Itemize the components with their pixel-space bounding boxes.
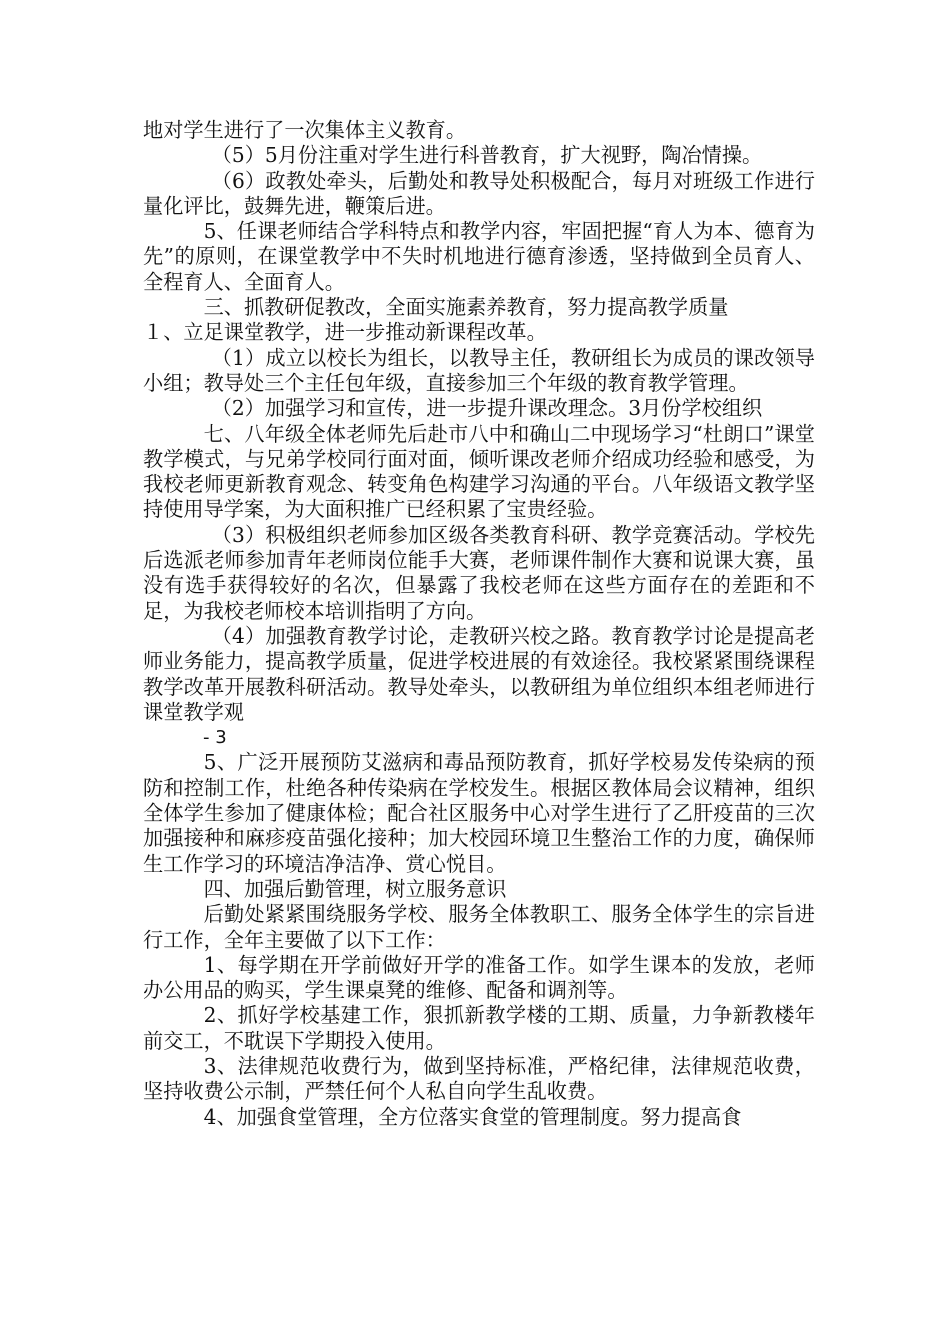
paragraph-8: （3）积极组织老师参加区级各类教育科研、教学竞赛活动。学校先后选派老师参加青年老师岗位能手大赛，老师课件制作大赛和说课大赛，虽没有选手获得较好的名次，但暴露了我校老师在这些方面存在的差距和不足，为我校老师校本培训指明了方向。 [143, 522, 815, 623]
paragraph-5: （1）成立以校长为组长，以教导主任，教研组长为成员的课改领导小组；教导处三个主任包年级，直接参加三个年级的教育教学管理。 [143, 345, 815, 395]
paragraph-3: （6）政教处牵头，后勤处和教导处积极配合，每月对班级工作进行量化评比，鼓舞先进，鞭策后进。 [143, 168, 815, 218]
paragraph-9: （4）加强教育教学讨论，走教研兴校之路。教育教学讨论是提高老师业务能力，提高教学质量，促进学校进展的有效途径。我校紧紧围绕课程教学改革开展教科研活动。教导处牵头，以教研组为单位组织本组老师进行课堂教学观 [143, 623, 815, 724]
subheading-1: １、立足课堂教学，进一步推动新课程改革。 [143, 320, 547, 345]
paragraph-11: 后勤处紧紧围绕服务学校、服务全体教职工、服务全体学生的宗旨进行工作，全年主要做了以下工作： [143, 902, 815, 952]
paragraph-2: （5）5月份注重对学生进行科普教育，扩大视野，陶冶情操。 [211, 143, 763, 168]
document-body [143, 118, 815, 1130]
paragraph-6: （2）加强学习和宣传，进一步提升课改理念。3月份学校组织 [211, 396, 763, 421]
paragraph-14: 3、法律规范收费行为，做到坚持标准，严格纪律，法律规范收费，坚持收费公示制，严禁任何个人私自向学生乱收费。 [143, 1053, 815, 1104]
paragraph-12: 1、每学期在开学前做好开学的准备工作。如学生课本的发放，老师办公用品的购买，学生课桌凳的维修、配备和调剂等。 [143, 952, 815, 1003]
paragraph-13: 2、抓好学校基建工作，狠抓新教学楼的工期、质量，力争新教楼年前交工，不耽误下学期投入使用。 [143, 1003, 815, 1053]
paragraph-15: 4、加强食堂管理，全方位落实食堂的管理制度。努力提高食 [203, 1104, 742, 1129]
paragraph-7: 七、八年级全体老师先后赴市八中和确山二中现场学习“杜朗口”课堂教学模式，与兄弟学校同行面对面，倾听课改老师介绍成功经验和感受，为我校老师更新教育观念、转变角色构建学习沟通的平台。八年级语文教学坚持使用导学案，为大面积推广已经积累了宝贵经验。 [143, 421, 815, 522]
section-heading-3: 三、抓教研促教改，全面实施素养教育，努力提高教学质量 [203, 295, 729, 320]
paragraph-10: 5、广泛开展预防艾滋病和毒品预防教育，抓好学校易发传染病的预防和控制工作，杜绝各种传染病在学校发生。根据区教体局会议精神，组织全体学生参加了健康体检；配合社区服务中心对学生进行了乙肝疫苗的三次加强接种和麻疹疫苗强化接种；加大校园环境卫生整治工作的力度，确保师生工作学习的环境洁净洁净、赏心悦目。 [143, 750, 815, 876]
paragraph-1: 地对学生进行了一次集体主义教育。 [143, 118, 467, 142]
paragraph-4: 5、任课老师结合学科特点和教学内容，牢固把握“育人为本、德育为先”的原则，在课堂教学中不失时机地进行德育渗透，坚持做到全员育人、全程育人、全面育人。 [143, 219, 815, 294]
page-number: - 3 [203, 727, 227, 749]
section-heading-4: 四、加强后勤管理，树立服务意识 [203, 876, 507, 901]
